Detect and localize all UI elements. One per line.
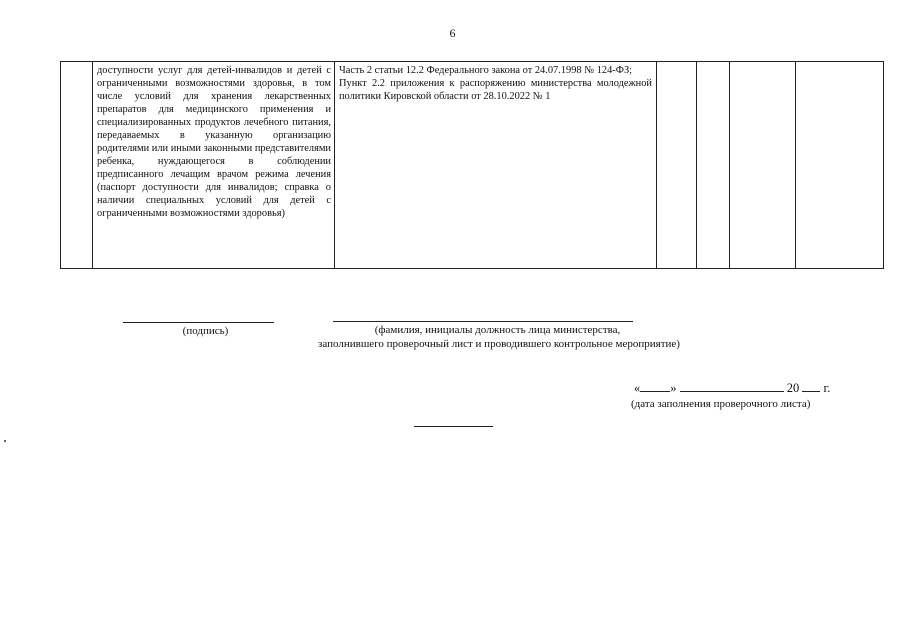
cell-legal-basis — [335, 62, 657, 269]
year-prefix: 20 — [786, 381, 800, 395]
date-open-quote: « — [634, 381, 641, 395]
name-caption-line-2: заполнившего проверочный лист и проводившего контрольное мероприятие) — [318, 338, 680, 350]
date-fill-line — [634, 380, 830, 396]
cell-note — [796, 62, 884, 269]
checklist-table — [60, 61, 884, 269]
year-blank — [802, 380, 820, 392]
signature-caption: (подпись) — [182, 325, 229, 337]
page-number: 6 — [449, 26, 456, 40]
requirement-text: доступности услуг для детей-инвалидов и детей с ограниченными возможностями здоровья, в том числе условий для хранения лекарственных препаратов для медицинского применения и специализированных продуктов лечебного питания, передаваемых в указанную организацию родителями или иными законными представителями ребенка, нуждающегося в соблюдении предписанного лечащим врачом режима лечения (паспорт доступности для инвалидов; справка о наличии специальных условий для детей с ограниченными возможностями здоровья) — [97, 65, 331, 219]
legal-basis-line-1: Часть 2 статьи 12.2 Федерального закона от 24.07.1998 № 124-ФЗ; — [339, 65, 633, 76]
cell-number — [61, 62, 93, 269]
legal-basis-line-2: Пункт 2.2 приложения к распоряжению министерства молодежной политики Кировской области от 28.10.2022 № 1 — [339, 78, 652, 102]
name-line — [333, 321, 633, 322]
cell-requirement — [93, 62, 335, 269]
month-blank — [680, 380, 784, 392]
cell-answer-no — [697, 62, 730, 269]
date-caption: (дата заполнения проверочного листа) — [631, 398, 811, 410]
day-blank — [640, 380, 670, 392]
year-suffix: г. — [823, 381, 831, 395]
cell-answer-yes — [657, 62, 697, 269]
cell-answer-na — [730, 62, 796, 269]
signature-line — [123, 322, 274, 323]
name-caption-line-1: (фамилия, инициалы должность лица министерства, — [374, 324, 621, 336]
date-close-quote: » — [670, 381, 677, 395]
table-row — [61, 62, 884, 269]
scan-speck — [4, 440, 6, 442]
end-rule — [414, 426, 493, 427]
